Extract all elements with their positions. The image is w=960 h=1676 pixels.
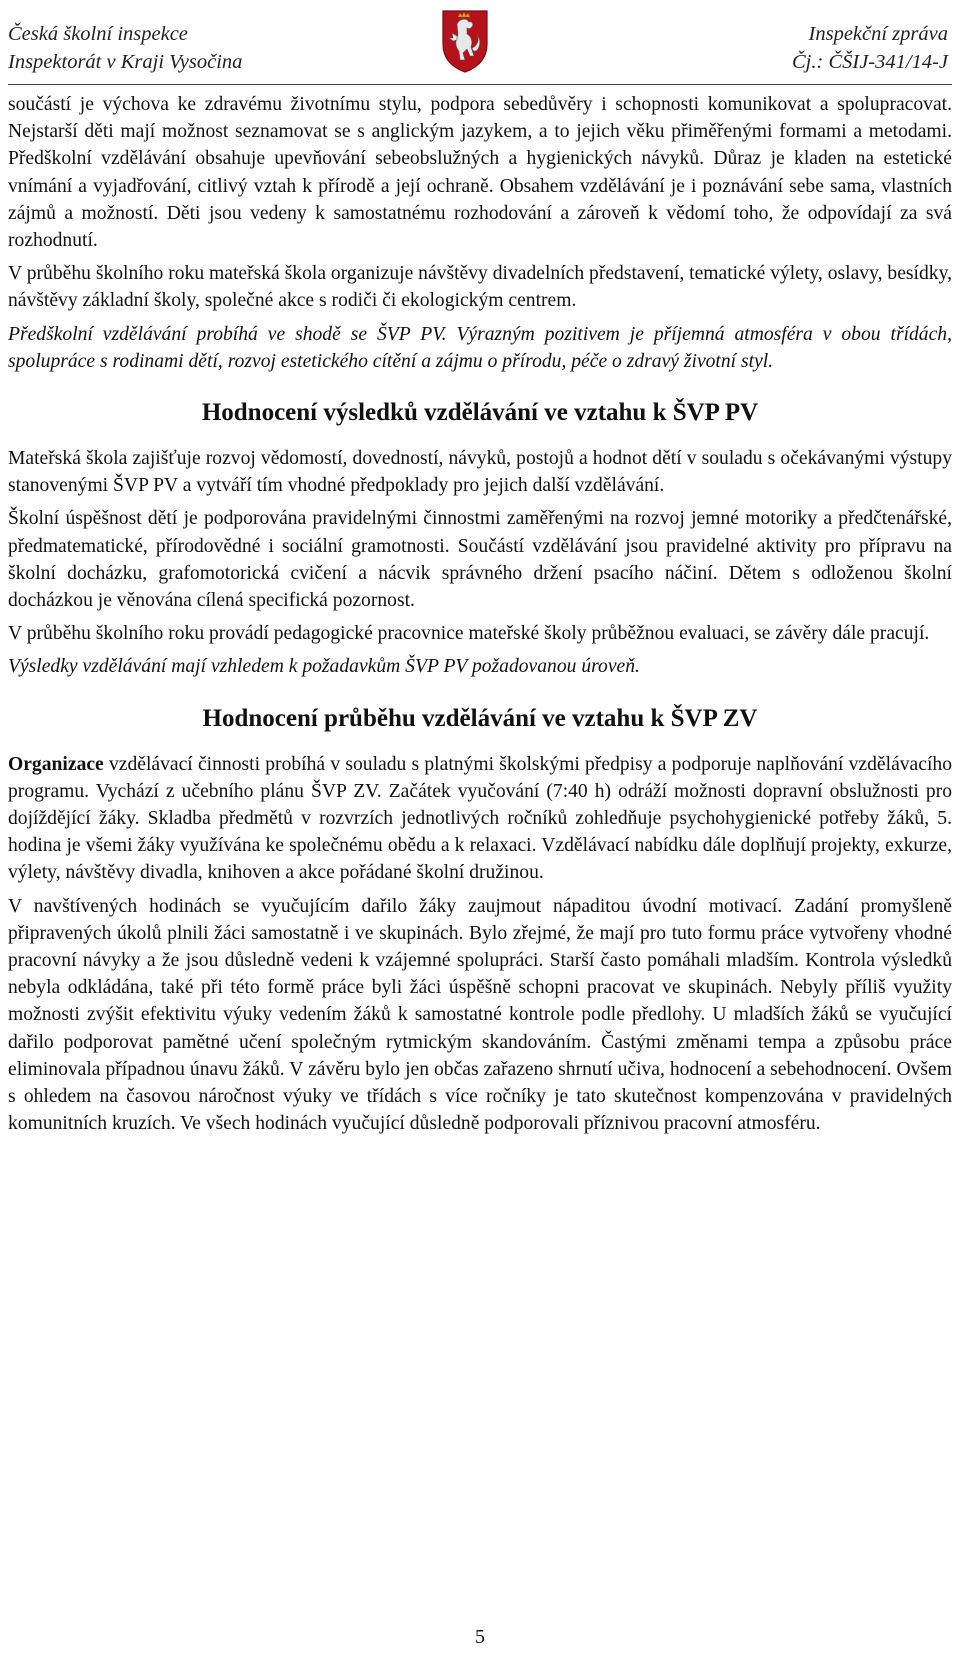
paragraph-observed-lessons: V navštívených hodinách se vyučujícím dařilo žáky zaujmout nápaditou úvodní motivací. Zadání promyšleně připravených úkolů plnili žáci samostatně i ve skupinách. Bylo zřejmé, že mají pro tuto formu práce vytvořeny vhodné pracovní návyky a že jsou důsledně vedeni k vzájemné spolupráci. Starší často pomáhali mladším. Kontrola výsledků nebyla odkládána, také při této formě práce byli žáci úspěšně schopni pracovat ve skupinách. Nebyly příliš využity možnosti zvýšit efektivitu výuky vedením žáků k samostatné kontrole podle předlohy. U mladších žáků se vyučující dařilo podporovat pamětné učení společným rytmickým skandováním. Častými změnami tempa a způsobu práce eliminovala případnou únavu žáků. V závěru bylo jen občas zařazeno shrnutí učiva, hodnocení a sebehodnocení. Ovšem s ohledem na časovou náročnost výuky ve třídách s více ročníky je tato skutečnost kompenzována v pravidelných komunitních kruzích. Ve všech hodinách vyučující důsledně podporovali příznivou pracovní atmosféru. [8, 895, 952, 1135]
paragraph-kindergarten-content: součástí je výchova ke zdravému životnímu stylu, podpora sebedůvěry i schopnosti komunikovat a spolupracovat. Nejstarší děti mají možnost seznamovat se s anglickým jazykem, a to jejich věku přiměřenými formami a metodami. Předškolní vzdělávání obsahuje upevňování sebeobslužných a hygienických návyků. Důraz je kladen na estetické vnímání a vyjadřování, citlivý vztah k přírodě a její ochraně. Obsahem vzdělávání je i poznávání sebe sama, vlastních zájmů a možností. Děti jsou vedeny k samostatnému rozhodování a zároveň k vědomí toho, že odpovídají za svá rozhodnutí. [8, 94, 952, 252]
header-document [792, 20, 948, 76]
section-heading-results-pv: Hodnocení výsledků vzdělávání ve vztahu k ŠVP PV [201, 399, 759, 427]
paragraph-results-summary: Výsledky vzdělávání mají vzhledem k požadavkům ŠVP PV požadovanou úroveň. [8, 656, 640, 678]
page-number: 5 [475, 1626, 485, 1648]
paragraph-results-evaluation: V průběhu školního roku provádí pedagogické pracovnice mateřské školy průběžnou evaluaci, se závěry dále pracují. [8, 623, 930, 645]
header-organization [8, 20, 242, 76]
header-divider [8, 84, 952, 85]
coat-of-arms-icon [440, 8, 490, 74]
organization-label: Organizace [8, 753, 104, 775]
paragraph-organization [8, 751, 952, 887]
paragraph-kindergarten-summary: Předškolní vzdělávání probíhá ve shodě se ŠVP PV. Výrazným pozitivem je příjemná atmosféra v obou třídách, spolupráce s rodinami dětí, rozvoj estetického cítění a zájmu o přírodu, péče o zdravý životní styl. [8, 323, 952, 372]
header-reference-number: Čj.: ČŠIJ-341/14-J [792, 51, 948, 73]
paragraph-results-success: Školní úspěšnost dětí je podporována pravidelnými činnostmi zaměřenými na rozvoj jemné motoriky a předčtenářské, předmatematické, přírodovědné i sociální gramotnosti. Součástí vzdělávání jsou pravidelné aktivity pro přípravu na školní docházku, grafomotorická cvičení a nácvik správného držení psacího náčiní. Dětem s odloženou školní docházkou je věnována cílená specifická pozornost. [8, 508, 952, 612]
header-org-name: Česká školní inspekce [8, 23, 188, 45]
header-inspectorate: Inspektorát v Kraji Vysočina [8, 51, 243, 73]
paragraph-results-development: Mateřská škola zajišťuje rozvoj vědomostí, dovedností, návyků, postojů a hodnot dětí v souladu s očekávanými výstupy stanovenými ŠVP PV a vytváří tím vhodné předpoklady pro jejich další vzdělávání. [8, 448, 952, 497]
header-doc-type: Inspekční zpráva [808, 23, 948, 45]
document-body [8, 91, 952, 1144]
paragraph-kindergarten-activities: V průběhu školního roku mateřská škola organizuje návštěvy divadelních představení, tematické výlety, oslavy, besídky, návštěvy základní školy, společné akce s rodiči či ekologickým centrem. [8, 263, 952, 312]
organization-text: vzdělávací činnosti probíhá v souladu s platnými školskými předpisy a podporuje naplňování vzdělávacího programu. Vychází z učebního plánu ŠVP ZV. Začátek vyučování (7:40 h) odráží možnosti dopravní obslužnosti pro dojíždějící žáky. Skladba předmětů v rozvrzích jednotlivých ročníků zohledňuje psychohygienické potřeby žáků, 5. hodina je všemi žáky využívána ke společnému obědu a k relaxaci. Vzdělávací nabídku dále doplňují projekty, exkurze, výlety, návštěvy divadla, knihoven a akce pořádané školní družinou. [8, 753, 952, 884]
page-header [8, 18, 952, 86]
section-heading-process-zv: Hodnocení průběhu vzdělávání ve vztahu k ŠVP ZV [202, 704, 758, 732]
